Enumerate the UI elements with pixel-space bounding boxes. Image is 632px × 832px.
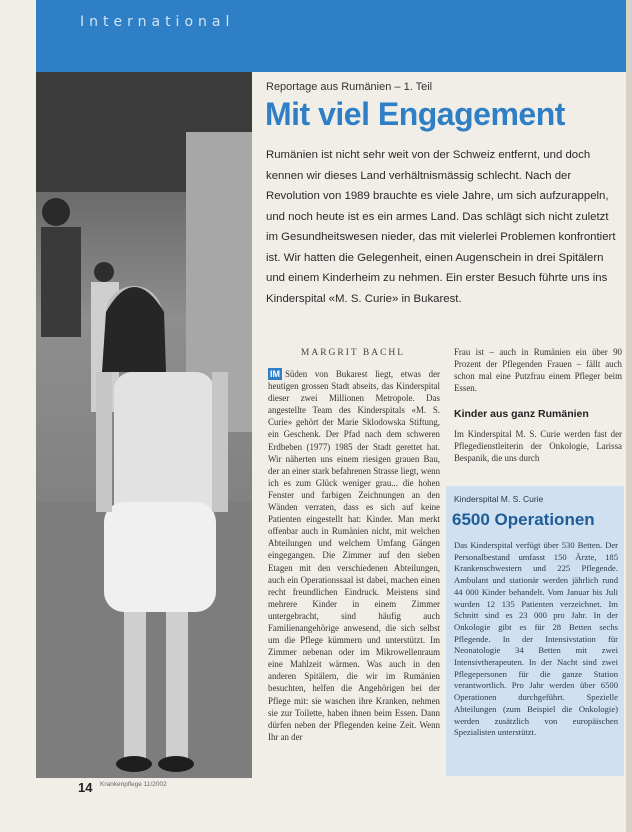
child-photo xyxy=(36,72,252,778)
page-number: 14 xyxy=(78,780,93,795)
article-column-2-middle: Im Kinderspital M. S. Curie werden fast der Pflegedienstleiterin der Onkologie, Larissa Bespanik, die uns durch xyxy=(454,429,622,464)
article-author: MARGRIT BACHL xyxy=(300,348,406,358)
section-banner xyxy=(36,0,632,72)
info-box-text: Das Kinderspital verfügt über 530 Betten. Der Personalbestand umfasst 150 Ärzte, 185 Krankenschwestern und 225 Pflegende. Ambulant und stationär werden jährlich rund 44 000 Kinder behandelt. Vom Januar bis Juli wurden 12 135 Patienten verzeichnet. Im Schnitt sind es 23 000 pro Jahr. In der Onkologie gibt es für 28 Betten sechs Pflegende. In der Intensivstation für Neonatologie 34 Betten mit zwei Intensivtherapeuten. In der Nacht sind zwei Pflegepersonen für die ganze Station verantwortlich. Pro Jahr werden über 6500 Operationen durchgeführt. Spezielle Abteilungen (zum Beispiel die Onkologie) werden zusätzlich von europäischen Spezialisten unterstützt. xyxy=(454,540,618,738)
article-headline: Mit viel Engagement xyxy=(265,96,565,132)
article-column-1 xyxy=(268,368,440,776)
article-column-2-top: Frau ist – auch in Rumänien ein über 90 Prozent der Pflegenden Frauen – fällt auch schon mal eine Putzfrau einem Pfleger beim Essen. xyxy=(454,347,622,394)
photo-illustration xyxy=(36,72,252,778)
footer-text: Krankenpflege 11/2002 xyxy=(100,781,167,788)
section-title: International xyxy=(80,14,235,30)
page-edge xyxy=(626,0,632,832)
info-box xyxy=(446,486,624,776)
dropcap: IM xyxy=(270,369,280,379)
article-kicker: Reportage aus Rumänien – 1. Teil xyxy=(266,81,433,93)
info-box-label: Kinderspital M. S. Curie xyxy=(454,494,544,504)
info-box-title: 6500 Operationen xyxy=(452,510,595,529)
column-1-text: Süden von Bukarest liegt, etwas der heutigen grossen Stadt abseits, das Kinderspital dieser zwei Millionen Metropole. Das angestellte Team des Kinderspitals «M. S. Curie» gehört der Marie Sklodowska Stiftung, ein Geschenk. Der Pfad nach dem schweren Erdbeben (1977) 1985 der Stadt gerettet hat. Wir näherten uns einem riesigen grauen Bau, der an einer stark befahrenen Strasse liegt, wenn ich es zum Glück weniger grau... die hohen Fenster und farbigen Zeichnungen an den Wänden verraten, dass es sich auf keine Patienten eingestellt hat: Kinder. Man merkt offenbar auch in Rumänien nicht, mit welchen Abteilungen und welchem Umfang Gängen eingegangen. Die Zimmer auf den sieben Etagen mit den verschiedenen Abteilungen, auch ein Operationssaal ist dabei, machen einen recht freundlichen Eindruck. Meistens sind mehrere Kinder in einem Zimmer untergebracht, sind häufig auch Familienangehörige anwesend, die sich selbst um die Pflege kümmern und unterstützt. Im Zimmer nebenan oder im Mikrowellenraum eine Mahlzeit wärmen. Was auch in den anderen Spitälern, die wir im Rumänien besuchten, helfen die Angehörigen bei der Pflege mit: sie waschen ihre Kranken, nehmen sie zur Toilette, haben ihnen beim Essen. Dann dürfen neben der Pflegenden keine Zeit. Wenn Ihr an der xyxy=(268,369,440,742)
article-subhead: Kinder aus ganz Rumänien xyxy=(454,408,589,420)
article-lead: Rumänien ist nicht sehr weit von der Schweiz entfernt, und doch kennen wir dieses Land verhältnismässig schlecht. Nach der Revolution von 1989 brauchte es viele Jahre, um sich aufzurappeln, und noch heute ist es ein armes Land. Das schlägt sich nicht zuletzt im Gesundheitswesen nieder, das mit vielerlei Problemen konfrontiert ist. Wir hatten die Gelegenheit, einen Augenschein in drei Spitälern und einem Kinderheim zu nehmen. Ein erster Besuch führte uns ins Kinderspital «M. S. Curie» in Bukarest. xyxy=(266,149,616,305)
